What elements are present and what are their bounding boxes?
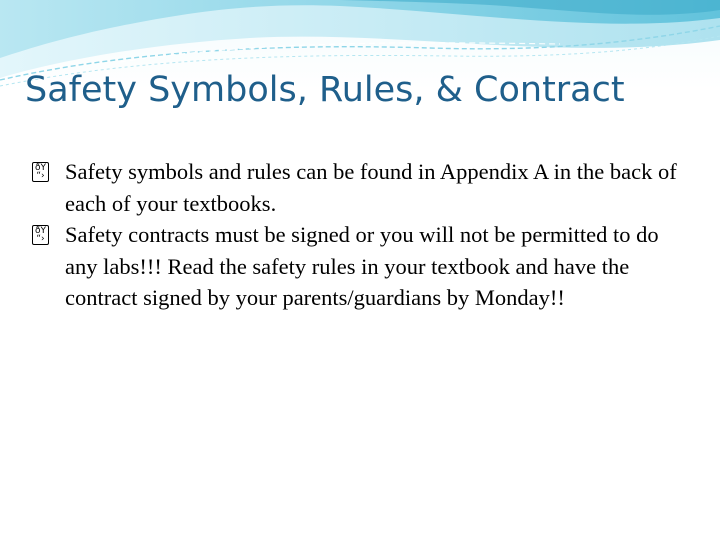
bullet-text: Safety contracts must be signed or you will not be permitted to do any labs!!! Read the safety rules in your textbook and have the contract signed by your parents/guardians by Monday!! bbox=[65, 222, 659, 310]
bullet-item-contract bbox=[32, 219, 692, 314]
bullet-list bbox=[32, 156, 692, 314]
bullet-item-appendix bbox=[32, 156, 692, 219]
bullet-text: Safety symbols and rules can be found in Appendix A in the back of each of your textbooks. bbox=[65, 159, 677, 216]
missing-glyph-box-icon: ðŸ “› bbox=[32, 162, 49, 182]
missing-glyph-box-icon: ðŸ “› bbox=[32, 225, 49, 245]
slide-title: Safety Symbols, Rules, & Contract bbox=[25, 70, 625, 110]
